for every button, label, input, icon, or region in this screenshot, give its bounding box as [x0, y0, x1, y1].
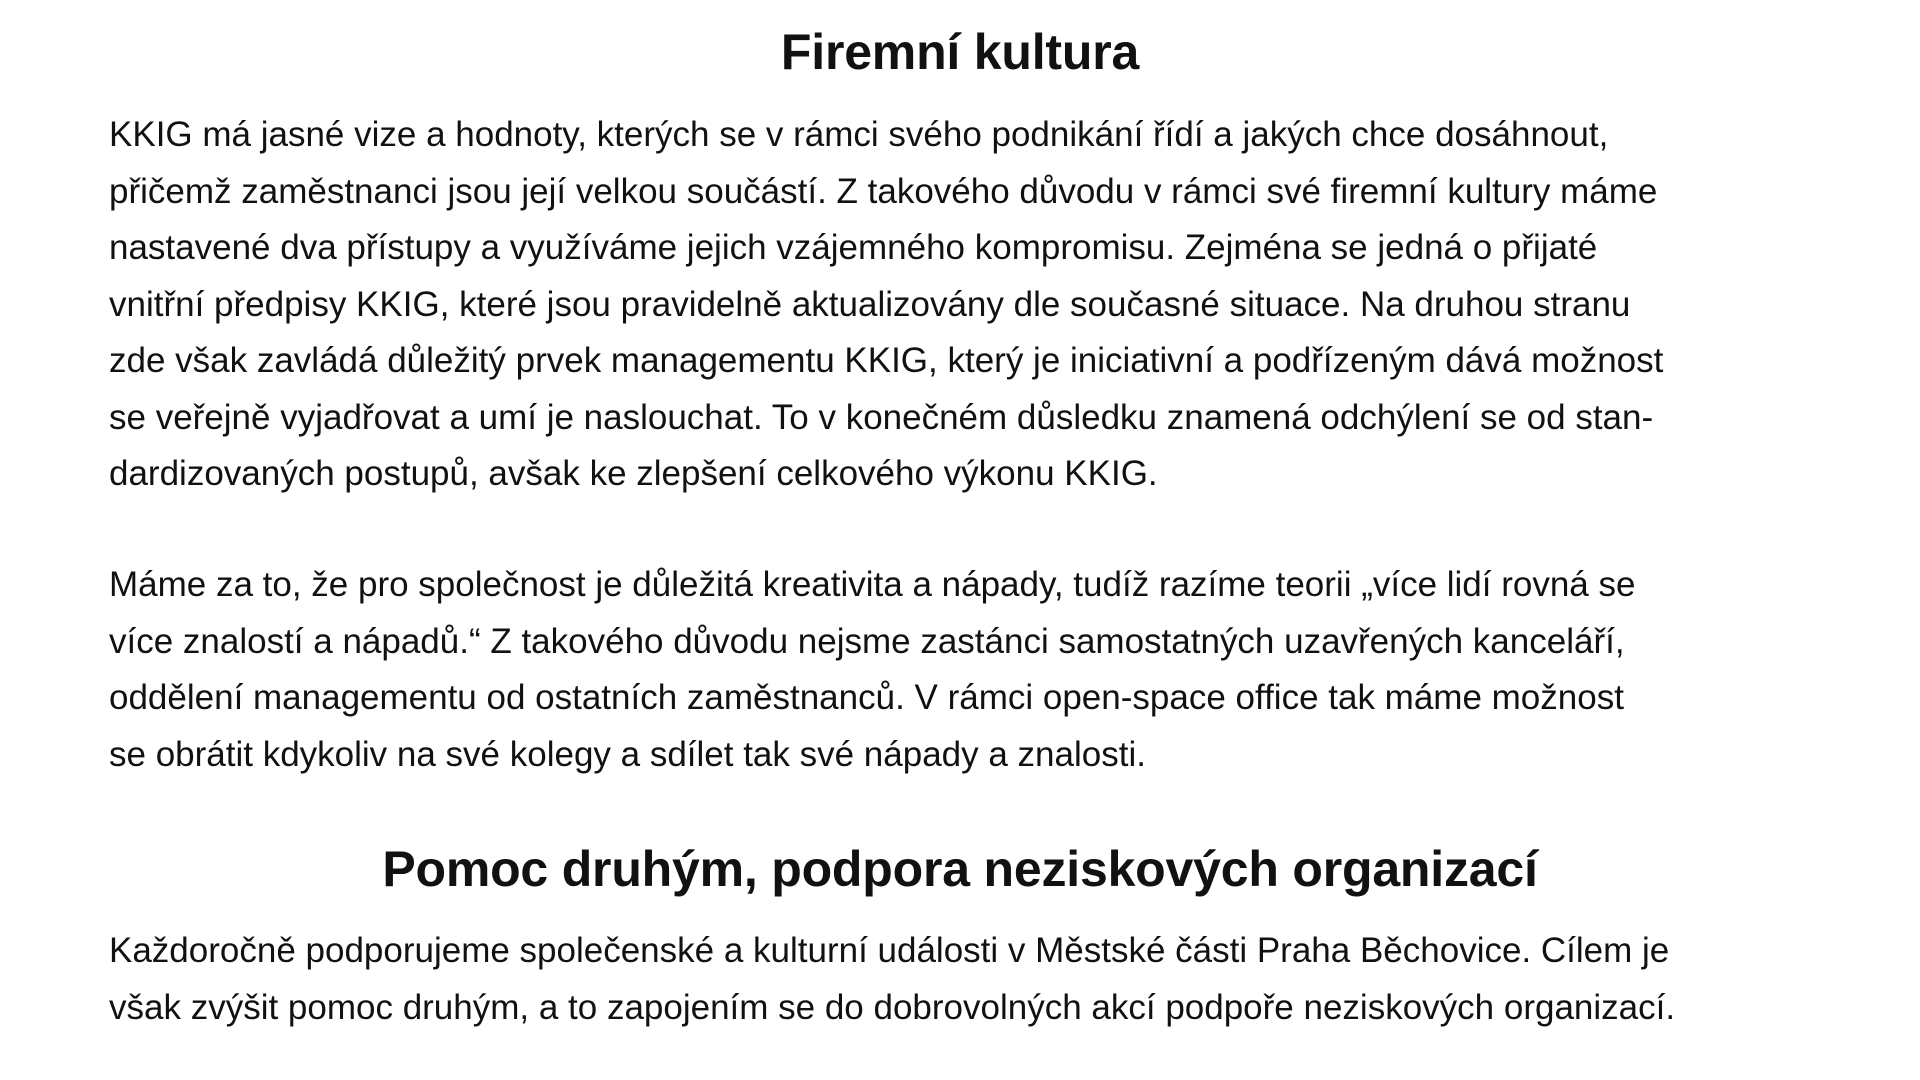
paragraph-line: se veřejně vyjadřovat a umí je naslouchat. To v konečném důsledku znamená odchýlení se od stan-: [109, 397, 1654, 437]
paragraph-culture-1: [109, 107, 1889, 503]
paragraph-line: však zvýšit pomoc druhým, a to zapojením se do dobrovolných akcí podpoře neziskových organizací.: [109, 987, 1676, 1027]
paragraph-line: přičemž zaměstnanci jsou její velkou součástí. Z takového důvodu v rámci své firemní kultury máme: [109, 171, 1658, 211]
paragraph-line: vnitřní předpisy KKIG, které jsou pravidelně aktualizovány dle současné situace. Na druhou stranu: [109, 284, 1631, 324]
paragraph-line: Každoročně podporujeme společenské a kulturní události v Městské části Praha Běchovice. Cílem je: [109, 931, 1670, 970]
paragraph-line: KKIG má jasné vize a hodnoty, kterých se v rámci svého podnikání řídí a jakých chce dosáhnout,: [109, 115, 1609, 154]
paragraph-line: nastavené dva přístupy a využíváme jejich vzájemného kompromisu. Zejména se jedná o přijaté: [109, 228, 1598, 267]
paragraph-line: zde však zavládá důležitý prvek managementu KKIG, který je iniciativní a podřízeným dává možnost: [109, 341, 1664, 380]
paragraph-line: Máme za to, že pro společnost je důležitá kreativita a nápady, tudíž razíme teorii „více lidí rovná se: [109, 565, 1636, 604]
paragraph-line: více znalostí a nápadů.“ Z takového důvodu nejsme zastánci samostatných uzavřených kanceláří,: [109, 621, 1625, 661]
paragraph-line: oddělení managementu od ostatních zaměstnanců. V rámci open-space office tak máme možnost: [109, 678, 1624, 717]
paragraph-line: dardizovaných postupů, avšak ke zlepšení celkového výkonu KKIG.: [109, 454, 1158, 493]
paragraph-help-1: [109, 923, 1889, 1036]
section-title-culture: Firemní kultura: [780, 24, 1140, 80]
paragraph-line: se obrátit kdykoliv na své kolegy a sdílet tak své nápady a znalosti.: [109, 734, 1146, 774]
section-title-help: Pomoc druhým, podpora neziskových organizací: [382, 841, 1538, 897]
paragraph-culture-2: [109, 557, 1889, 783]
